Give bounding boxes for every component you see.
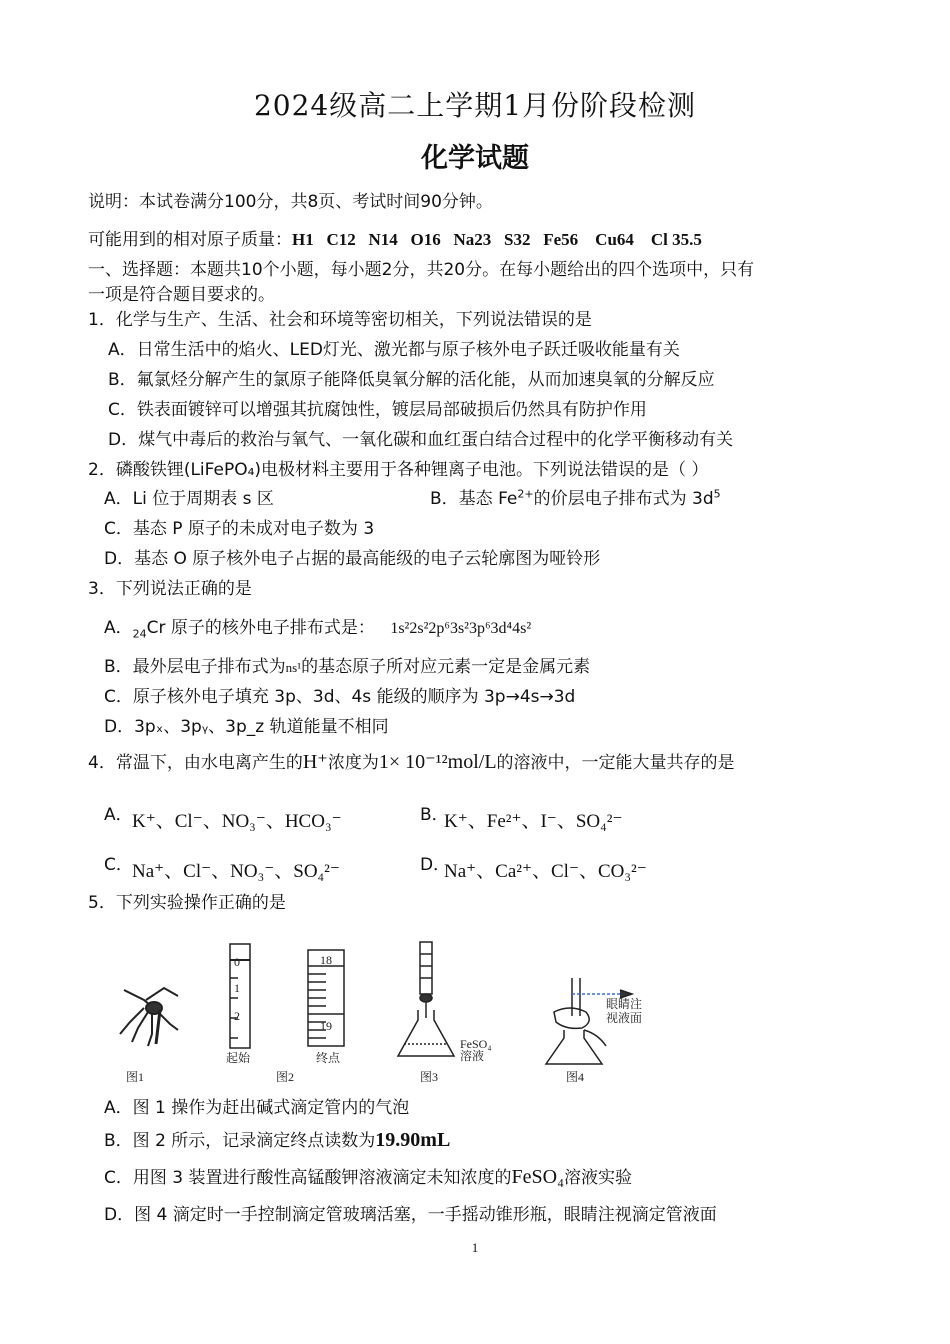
q5-apparatus-figure xyxy=(86,938,660,1088)
atomic-mass-values: H1 C12 N14 O16 Na23 S32 Fe56 Cu64 Cl 35.5 xyxy=(292,230,702,249)
fig2-caption: 图2 xyxy=(276,1070,295,1084)
q3-stem: 3．下列说法正确的是 xyxy=(88,579,252,599)
q2-option-d: D．基态 O 原子核外电子占据的最高能级的电子云轮廓图为哑铃形 xyxy=(104,549,601,569)
q3-option-a-element: Cr xyxy=(146,618,166,638)
q2-option-b-pre: B．基态 Fe xyxy=(430,489,518,509)
q4-concentration: 1× 10⁻¹²mol/L xyxy=(378,751,497,773)
q5-option-c-chem: FeSO₄ xyxy=(511,1166,565,1188)
q3-option-a-label: A． xyxy=(104,618,133,638)
q2-option-a: A．Li 位于周期表 s 区 xyxy=(104,489,274,509)
q4-option-d-ions: Na⁺、Ca²⁺、Cl⁻、CO₃²⁻ xyxy=(444,861,647,882)
q4-option-b-label: B． xyxy=(420,805,449,825)
q3-option-b-ns: ns¹ xyxy=(285,660,302,675)
fig4-label-eye1: 眼睛注 xyxy=(606,997,643,1011)
fig1-caption: 图1 xyxy=(126,1070,145,1084)
exam-description: 说明：本试卷满分100分，共8页、考试时间90分钟。 xyxy=(88,192,493,212)
exam-title: 2024级高二上学期1月份阶段检测 xyxy=(253,89,697,122)
fig2-tick-2: 2 xyxy=(234,1009,240,1023)
q4-option-d-label: D． xyxy=(420,855,451,875)
q4-option-b-ions: K⁺、Fe²⁺、I⁻、SO₄²⁻ xyxy=(444,811,623,832)
q1-option-b: B．氟氯烃分解产生的氯原子能降低臭氧分解的活化能，从而加速臭氧的分解反应 xyxy=(108,370,715,390)
fig2-tick-18: 18 xyxy=(320,953,332,967)
fig2-label-start: 起始 xyxy=(226,1051,251,1065)
q2-option-c: C．基态 P 原子的未成对电子数为 3 xyxy=(104,519,375,539)
q1-option-a: A．日常生活中的焰火、LED灯光、激光都与原子核外电子跃迁吸收能量有关 xyxy=(108,340,680,360)
fig2-tick-19: 19 xyxy=(320,1019,332,1033)
fig2-label-end: 终点 xyxy=(316,1051,341,1065)
q2-option-b xyxy=(430,484,721,509)
fig4-label-eye2: 视液面 xyxy=(606,1011,643,1025)
fig3-label-solution: 溶液 xyxy=(460,1049,485,1063)
q3-option-c: C．原子核外电子填充 3p、3d、4s 能级的顺序为 3p→4s→3d xyxy=(104,687,576,707)
q4-stem-mid: 浓度为 xyxy=(327,753,379,773)
q3-option-a-text: 原子的核外电子排布式是： xyxy=(165,618,375,638)
q5-option-c-pre: C．用图 3 装置进行酸性高锰酸钾溶液滴定未知浓度的 xyxy=(104,1168,512,1188)
q5-option-b-pre: B．图 2 所示，记录滴定终点读数为 xyxy=(104,1131,376,1151)
q5-option-c-post: 溶液实验 xyxy=(564,1168,633,1188)
section-heading-line1: 一、选择题：本题共10个小题，每小题2分，共20分。在每小题给出的四个选项中，只有 xyxy=(88,260,755,280)
q1-option-c: C．铁表面镀锌可以增强其抗腐蚀性，镀层局部破损后仍然具有防护作用 xyxy=(108,400,647,420)
q3-option-b xyxy=(104,652,590,677)
q5-option-c xyxy=(104,1163,632,1189)
q3-option-b-pre: B．最外层电子排布式为 xyxy=(104,657,286,677)
fig3-caption: 图3 xyxy=(420,1070,439,1084)
exam-subject: 化学试题 xyxy=(421,143,529,174)
q5-option-d: D．图 4 滴定时一手控制滴定管玻璃活塞，一手摇动锥形瓶，眼睛注视滴定管液面 xyxy=(104,1205,717,1225)
q4-stem-post: 的溶液中，一定能大量共存的是 xyxy=(496,753,735,773)
q4-h-ion: H⁺ xyxy=(302,751,328,773)
q5-option-a: A．图 1 操作为赶出碱式滴定管内的气泡 xyxy=(104,1098,410,1118)
fig3-label-feso4: FeSO₄ xyxy=(460,1037,492,1051)
q4-option-c-ions: Na⁺、Cl⁻、NO₃⁻、SO₄²⁻ xyxy=(132,861,340,882)
page-number: 1 xyxy=(471,1240,479,1255)
atomic-mass-label: 可能用到的相对原子质量： xyxy=(88,230,292,250)
q2-stem: 2．磷酸铁锂(LiFePO₄)电极材料主要用于各种锂离子电池。下列说法错误的是（ ） xyxy=(88,460,709,480)
q5-option-b-value: 19.90mL xyxy=(375,1129,451,1151)
q4-stem-pre: 4．常温下，由水电离产生的 xyxy=(88,753,303,773)
q3-option-a-atomic-number: 24 xyxy=(132,627,147,641)
q3-option-a xyxy=(104,613,531,640)
q4-stem xyxy=(88,748,735,774)
q3-option-d: D．3pₓ、3pᵧ、3p_z 轨道能量不相同 xyxy=(104,717,389,737)
q3-option-b-post: 的基态原子所对应元素一定是金属元素 xyxy=(301,657,591,677)
q1-option-d: D．煤气中毒后的救治与氧气、一氧化碳和血红蛋白结合过程中的化学平衡移动有关 xyxy=(108,430,734,450)
q4-option-a-label: A． xyxy=(104,805,133,825)
q2-option-b-post: 的价层电子排布式为 3d xyxy=(533,489,714,509)
q4-option-c-label: C． xyxy=(104,855,133,875)
q5-option-b xyxy=(104,1126,450,1152)
q4-option-a-ions: K⁺、Cl⁻、NO₃⁻、HCO₃⁻ xyxy=(132,811,342,832)
q3-option-a-config: 1s²2s²2p⁶3s²3p⁶3d⁴4s² xyxy=(390,620,532,637)
q2-option-b-exp: 5 xyxy=(713,487,721,501)
fig2-tick-1: 1 xyxy=(234,981,240,995)
fig2-tick-0: 0 xyxy=(234,955,240,969)
section-heading-line2: 一项是符合题目要求的。 xyxy=(88,285,275,305)
q2-option-b-charge: 2+ xyxy=(517,487,534,501)
q1-stem: 1．化学与生产、生活、社会和环境等密切相关，下列说法错误的是 xyxy=(88,310,592,330)
fig4-caption: 图4 xyxy=(566,1070,585,1084)
q5-stem: 5．下列实验操作正确的是 xyxy=(88,893,286,913)
atomic-mass-line xyxy=(88,225,702,250)
